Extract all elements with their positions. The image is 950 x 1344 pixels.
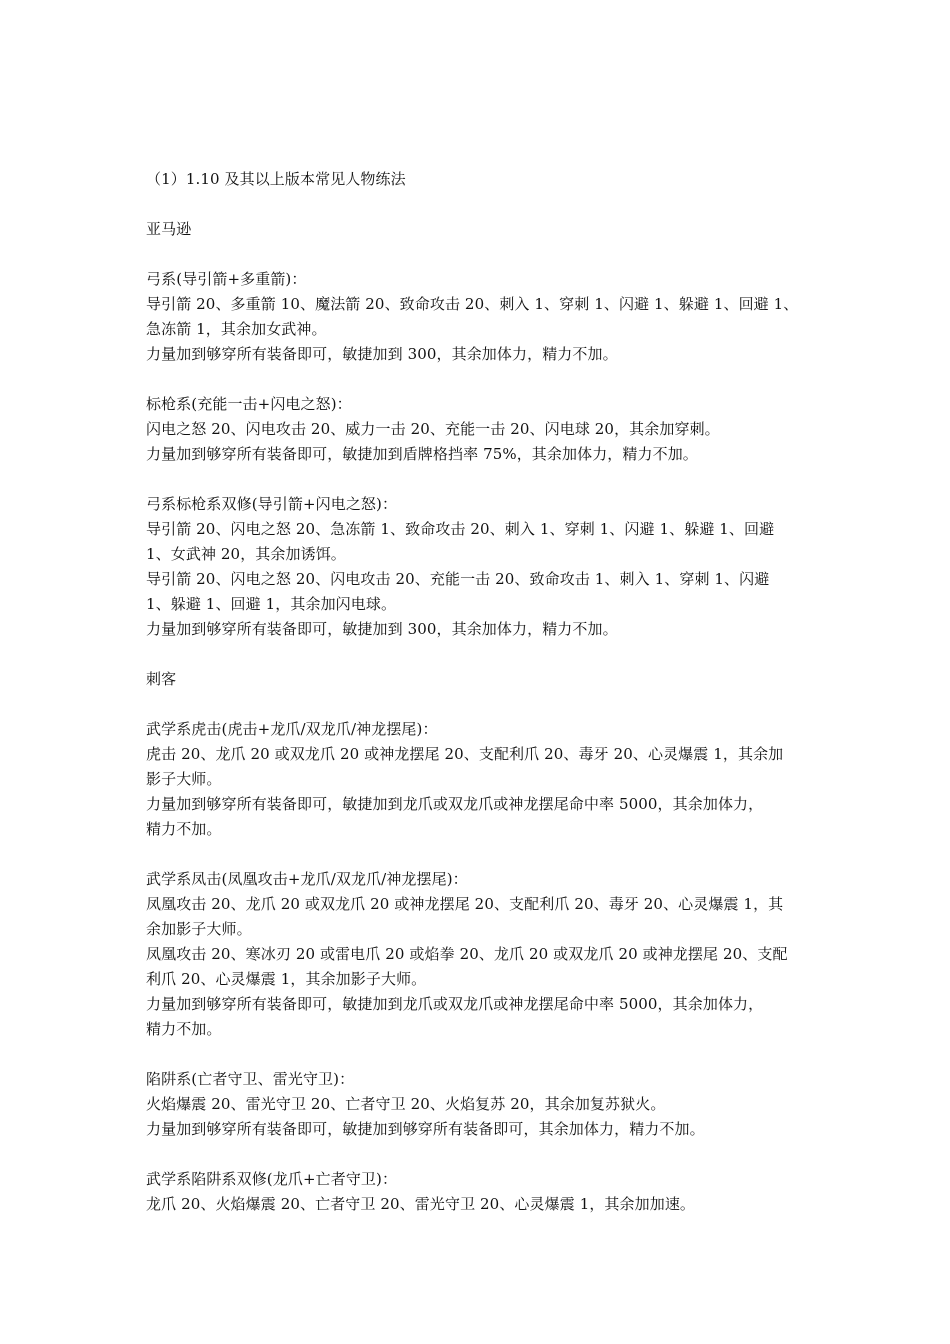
assassin-tiger-line-3: 力量加到够穿所有装备即可，敏捷加到龙爪或双龙爪或神龙摆尾命中率 5000，其余加体力， (146, 795, 764, 813)
assassin-martial-trap-line-1: 龙爪 20、火焰爆震 20、亡者守卫 20、雷光守卫 20、心灵爆震 1，其余加加速。 (146, 1195, 696, 1213)
assassin-tiger-line-2: 影子大师。 (146, 770, 222, 788)
amazon-javelin-line-1: 闪电之怒 20、闪电攻击 20、威力一击 20、充能一击 20、闪电球 20，其余加穿刺。 (146, 420, 720, 438)
amazon-hybrid-line-5: 力量加到够穿所有装备即可，敏捷加到 300，其余加体力，精力不加。 (146, 620, 618, 638)
assassin-tiger-title: 武学系虎击(虎击+龙爪/双龙爪/神龙摆尾)： (146, 720, 438, 738)
amazon-javelin-line-2: 力量加到够穿所有装备即可，敏捷加到盾牌格挡率 75%，其余加体力，精力不加。 (146, 445, 698, 463)
amazon-bow-title: 弓系(导引箭+多重箭)： (146, 270, 307, 288)
assassin-phoenix-line-3: 凤凰攻击 20、寒冰刃 20 或雷电爪 20 或焰拳 20、龙爪 20 或双龙爪 20 或神龙摆尾 20、支配 (146, 945, 788, 963)
assassin-tiger-line-4: 精力不加。 (146, 820, 222, 838)
section-title: （1）1.10 及其以上版本常见人物练法 (146, 170, 406, 188)
assassin-phoenix-title: 武学系凤击(凤凰攻击+龙爪/双龙爪/神龙摆尾)： (146, 870, 468, 888)
assassin-phoenix-line-4: 利爪 20、心灵爆震 1，其余加影子大师。 (146, 970, 427, 988)
amazon-hybrid-title: 弓系标枪系双修(导引箭+闪电之怒)： (146, 495, 398, 513)
assassin-phoenix-line-1: 凤凰攻击 20、龙爪 20 或双龙爪 20 或神龙摆尾 20、支配利爪 20、毒牙 20、心灵爆震 1，其 (146, 895, 784, 913)
amazon-bow-line-3: 力量加到够穿所有装备即可，敏捷加到 300，其余加体力，精力不加。 (146, 345, 618, 363)
assassin-trap-line-1: 火焰爆震 20、雷光守卫 20、亡者守卫 20、火焰复苏 20，其余加复苏狱火。 (146, 1095, 666, 1113)
assassin-trap-title: 陷阱系(亡者守卫、雷光守卫)： (146, 1070, 355, 1088)
assassin-tiger-line-1: 虎击 20、龙爪 20 或双龙爪 20 或神龙摆尾 20、支配利爪 20、毒牙 20、心灵爆震 1，其余加 (146, 745, 784, 763)
amazon-hybrid-line-3: 导引箭 20、闪电之怒 20、闪电攻击 20、充能一击 20、致命攻击 1、刺入 1、穿刺 1、闪避 (146, 570, 770, 588)
assassin-phoenix-line-6: 精力不加。 (146, 1020, 222, 1038)
assassin-martial-trap-title: 武学系陷阱系双修(龙爪+亡者守卫)： (146, 1170, 398, 1188)
assassin-phoenix-line-2: 余加影子大师。 (146, 920, 252, 938)
amazon-heading: 亚马逊 (146, 220, 192, 238)
amazon-hybrid-line-2: 1、女武神 20，其余加诱饵。 (146, 545, 346, 563)
amazon-hybrid-line-1: 导引箭 20、闪电之怒 20、急冻箭 1、致命攻击 20、刺入 1、穿刺 1、闪避 1、躲避 1、回避 (146, 520, 775, 538)
amazon-bow-line-1: 导引箭 20、多重箭 10、魔法箭 20、致命攻击 20、刺入 1、穿刺 1、闪避 1、躲避 1、回避 1、 (146, 295, 799, 313)
assassin-heading: 刺客 (146, 670, 177, 688)
amazon-bow-line-2: 急冻箭 1，其余加女武神。 (146, 320, 327, 338)
amazon-javelin-title: 标枪系(充能一击+闪电之怒)： (146, 395, 352, 413)
amazon-hybrid-line-4: 1、躲避 1、回避 1，其余加闪电球。 (146, 595, 397, 613)
assassin-trap-line-2: 力量加到够穿所有装备即可，敏捷加到够穿所有装备即可，其余加体力，精力不加。 (146, 1120, 705, 1138)
assassin-phoenix-line-5: 力量加到够穿所有装备即可，敏捷加到龙爪或双龙爪或神龙摆尾命中率 5000，其余加体力， (146, 995, 764, 1013)
